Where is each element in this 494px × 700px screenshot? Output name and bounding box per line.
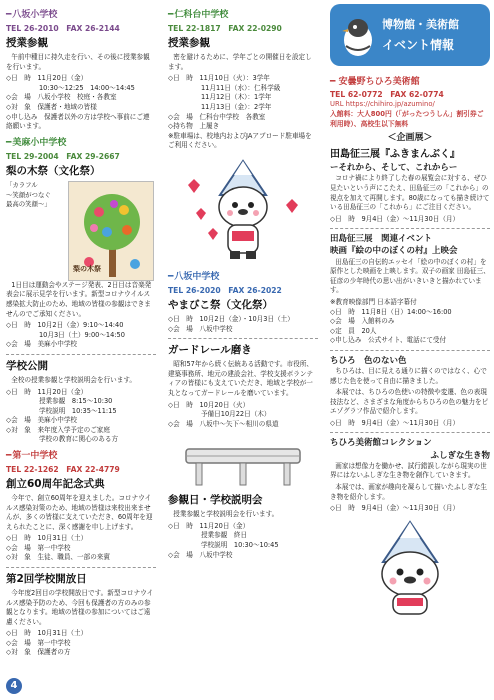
exhibit-subtitle: ーそれから、そして、これからー (330, 163, 458, 174)
info-line: 予備日10月22日（木） (168, 410, 271, 419)
page-number: 4 (6, 678, 22, 694)
note: ※教育映像部門 日本語字幕付 (330, 297, 417, 306)
info-line: ◇日 時 11月20日（金） (6, 387, 88, 396)
exhibit-description: 本展では、画家が趣向を凝らして描いたふしぎな生き物を紹介します。 (330, 483, 487, 501)
exhibit-title: ちひろ美術館コレクション (330, 438, 432, 449)
exhibit-subtitle: 映画『絵の中のぼくの村』上映会 (330, 246, 458, 257)
poster-image (68, 181, 154, 281)
info-line: ◇対 象 生徒、職員、一部の来賓 (6, 553, 110, 562)
info-line: ◇日 時 10月31日（土） (6, 534, 88, 543)
event-description: 密を避けるために、学年ごとの開催日を設定します。 (168, 53, 312, 71)
exhibit-title: 田島征三展 関連イベント (330, 234, 433, 245)
info-line: 学校説明 10:30～10:45 (168, 541, 279, 549)
column-3 (330, 76, 490, 621)
info-line: ◇申し込み 保護者以外の方は学校へ事前にご連絡願います。 (6, 112, 150, 131)
event-title: 創立60周年記念式典 (6, 477, 105, 490)
mascot-illustration (168, 155, 318, 267)
info-line: ◇会 場 第一中学校 (6, 638, 71, 647)
section-heading: ━ 美麻小中学校 (6, 137, 67, 148)
exhibit-category: ＜企画展＞ (387, 132, 433, 143)
info-line: ◇会 場 八坂中～矢下～相川の県道 (168, 419, 279, 428)
info-line: ◇日 時 9月4日（金）～11月30日（月） (330, 418, 460, 427)
divider (330, 228, 490, 229)
museum-heading: ━ 安曇野ちひろ美術館 (330, 77, 420, 87)
event-description: 全校の授業参観と学校説明会を行います。 (11, 375, 137, 384)
info-line: ◇会 場 八坂中学校 (168, 324, 233, 333)
event-title: 授業参観 (6, 37, 48, 50)
exhibit-description: ちひろは、目に見える通りに描くのではなく、心で感じた色を使って自由に描きました。 (330, 367, 487, 385)
info-line: ◇対 象 保護者の方 (6, 648, 71, 657)
section-heading: ━ 八坂小学校 (6, 10, 58, 20)
exhibit-description: コロナ禍により終了した春の展覧会に対する、ぜひ見たいという声にこたえ、田島征三の「これから」の視点を加えて再開します。80歳になっても描き続けている田島征三の「これから」にご注目ください。 (330, 174, 490, 212)
info-line: 学校の教育に関心のある方 (6, 435, 119, 444)
info-line: ◇会 場 第一中学校 (6, 543, 71, 552)
info-line: ◇対 象 来年度入学予定のご家庭 (6, 425, 110, 434)
event-title: 第2回学校開放日 (6, 572, 87, 585)
info-line: 11月13日（金）：2学年 (168, 103, 272, 111)
exhibit-description: 画家は想像力を働かせ、試行錯誤しながら現実の世界にはないふしぎな生き物を創作していきます。 (330, 461, 487, 480)
info-line: ◇持ち物 上履き (168, 122, 220, 131)
info-line: ◇日 時 10月2日（金）・10月3日（土） (168, 315, 294, 323)
info-line: ◇申し込み 公式サイト、電話にて受付 (330, 336, 447, 345)
info-line: 学校説明 10:35～11:15 (6, 406, 117, 415)
info-line: ◇日 時 11月10日（火）：3学年 (168, 74, 270, 83)
school-tel: TEL 22-1262 FAX 22-4779 (6, 464, 120, 474)
mascot-icon (355, 518, 465, 618)
info-line: 授業参観 8:15～10:30 (6, 397, 113, 406)
mascot-icon (168, 155, 318, 267)
school-tel: TEL 26-2010 FAX 26-2144 (6, 24, 120, 34)
poster-caption (6, 181, 64, 281)
section-heading: ━ 仁科台中学校 (168, 10, 229, 20)
divider (6, 354, 156, 355)
divider (330, 432, 490, 433)
info-line: ◇日 時 11月20日（金） (6, 74, 88, 83)
exhibit-description: 本展では、ちひろの色使いの特徴や変遷、色の表現技法など、さまざまな角度からちひろの色の魅力をピエゾグラフ作品で紹介します。 (330, 388, 489, 416)
info-line: ◇定 員 20人 (330, 326, 377, 335)
event-description: 昭和57年から続く伝統ある活動です。市役所、建築事務所、地元の建設会社、学校支援ボランティアの皆様にも支えていただき、地域と学校が一丸となってガードレールを磨いています。 (168, 360, 314, 397)
info-line: ◇会 場 八坂中学校 (168, 550, 233, 559)
info-line: ◇日 時 11月8日（日）14:00～16:00 (330, 307, 452, 316)
bird-icon (338, 10, 378, 60)
poster-line: 「カラフル (6, 180, 38, 189)
event-description: 今年度2回目の学校開放日です。新型コロナウイルス感染予防のため、今回も保護者の方のみの参観となります。地域の皆様の参加についてはご遠慮ください。 (6, 589, 154, 626)
info-line: ◇対 象 保護者・地域の皆様 (6, 103, 97, 111)
museum-url[interactable]: URL https://chihiro.jp/azumino/ (330, 100, 435, 109)
event-title: 授業参観 (168, 37, 210, 50)
section-heading: ━ 第一中学校 (6, 450, 58, 461)
divider (168, 338, 318, 339)
event-title: ガードレール磨き (168, 344, 252, 357)
section-heading: ━ 八坂中学校 (168, 271, 220, 282)
exhibit-subtitle: ふしぎな生き物 (430, 450, 490, 461)
info-line: ◇会 場 美麻小中学校 (6, 416, 78, 425)
event-title: やまびこ祭（文化祭） (168, 298, 273, 311)
event-description: 1日目は運動会やステージ発表、2日目は音楽発表会に展示見学を行います。新型コロナウイルス感染拡大防止のため、地域の皆様の参観はできませんのでご承知ください。 (6, 280, 152, 318)
guardrail-illustration (168, 439, 318, 487)
info-line: 11月12日（木）：1学年 (168, 93, 272, 102)
info-line: 10月3日（土）9:00～14:50 (6, 330, 125, 339)
event-description: 午前中種目に持久走を行い、その後に授業参観を行います。 (6, 53, 150, 71)
info-line: ◇会 場 美麻小中学校 (6, 340, 78, 349)
banner-subtitle: イベント情報 (382, 38, 455, 52)
museum-events-banner (330, 4, 490, 66)
info-line: ◇日 時 9月4日（金）～11月30日（月） (330, 214, 460, 223)
column-1 (6, 6, 156, 658)
event-description: 今年で、創立60周年を迎えました。コロナウイルス感染対策のため、地域の皆様は来校出来ませんが、多くの皆様に支えていただき、60周年を迎えられたことに、深く感謝を申し上げます。 (6, 494, 153, 531)
event-title: 学校公開 (6, 359, 48, 372)
info-line: ◇日 時 9月4日（金）～11月30日（月） (330, 504, 460, 513)
poster-title: 梨の木祭 (73, 264, 101, 273)
info-line: ◇日 時 10月31日（土） (6, 629, 88, 638)
mascot-illustration (330, 518, 490, 622)
exhibit-title: 田島征三展『ふきまんぶく』 (330, 148, 460, 160)
event-title: 参観日・学校説明会 (168, 494, 263, 507)
exhibit-description: 田島征三の自伝的エッセイ「絵の中のぼくの村」を原作とした映画を上映します。双子の画家 田島征三、征彦の少年時代の思い出がいきいきと描かれています。 (330, 257, 490, 295)
info-line: ◇日 時 10月2日（金）9:10～14:40 (6, 321, 124, 330)
school-tel: TEL 26-2020 FAX 26-2022 (168, 285, 282, 295)
info-line: ◇会 場 八坂小学校 校庭・各教室 (6, 93, 117, 102)
info-line: ◇日 時 11月20日（金） (168, 521, 250, 530)
column-2 (168, 6, 318, 560)
info-line: 授業参観 終日 (168, 531, 248, 540)
info-line: 11月11日（水）：仁科学級 (168, 83, 281, 92)
school-tel: TEL 22-1817 FAX 22-0290 (168, 24, 282, 34)
admission-fee: 入館料：大人800円（「がったつうしん」割引券ご利用時）、高校生以下無料 (330, 109, 484, 128)
school-tel: TEL 29-2004 FAX 29-2667 (6, 151, 120, 161)
info-line: 10:30～12:25 14:00～14:45 (6, 83, 135, 92)
info-line: ◇会 場 仁科台中学校 各教室 (168, 112, 266, 121)
info-line: ◇会 場 入館料のみ (330, 317, 395, 326)
poster-line: 最高の笑顔～」 (6, 200, 51, 209)
guardrail-icon (168, 439, 318, 487)
poster-line: ～笑顔がつなぐ (6, 190, 51, 199)
info-line: ◇日 時 10月20日（火） (168, 400, 250, 409)
banner-title: 博物館・美術館 (382, 18, 459, 31)
museum-tel: TEL 62-0772 FAX 62-0774 (330, 90, 444, 100)
divider (330, 350, 490, 351)
info-line: ※駐車場は、校地内およびJAアブロード駐車場をご利用ください。 (168, 131, 312, 150)
divider (6, 567, 156, 568)
event-description: 授業参観と学校説明会を行います。 (173, 510, 279, 519)
exhibit-title: ちひろ 色のない色 (330, 355, 407, 366)
event-title: 梨の木祭（文化祭） (6, 164, 101, 177)
